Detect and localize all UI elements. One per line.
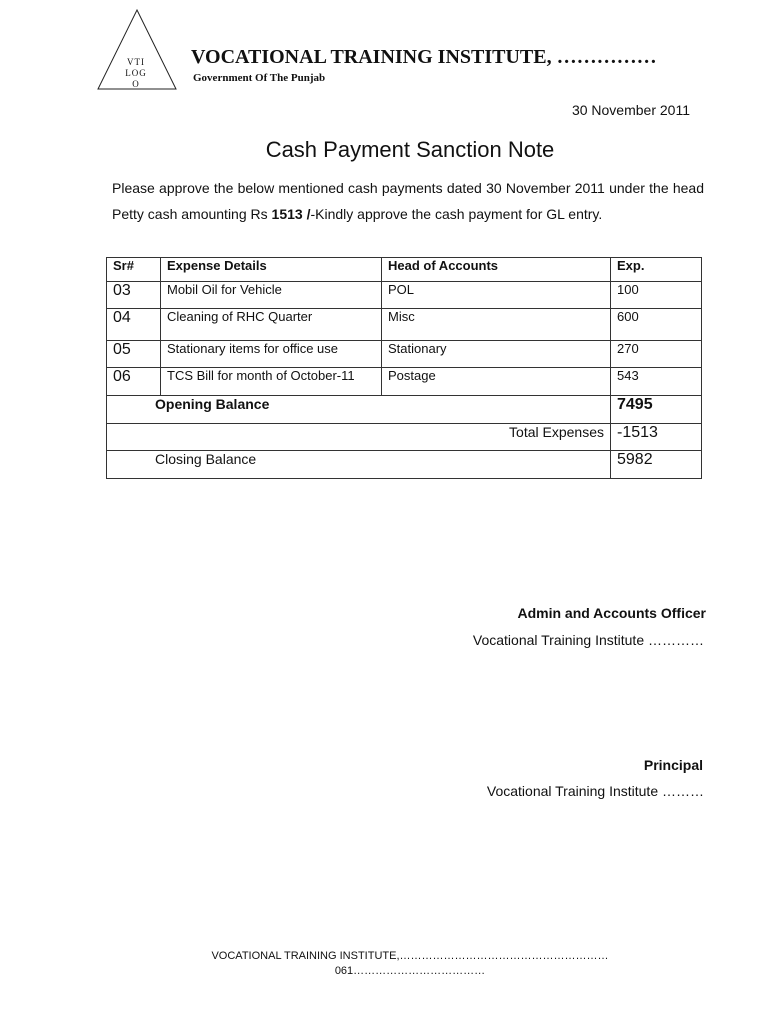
opening-balance-value: 7495 <box>611 396 702 424</box>
cell-head: POL <box>382 282 611 309</box>
cell-detail: TCS Bill for month of October-11 <box>161 368 382 396</box>
closing-balance-value: 5982 <box>611 451 702 479</box>
footer-line: VOCATIONAL TRAINING INSTITUTE,………………………………………………… <box>211 950 609 962</box>
logo-text-line: VTI <box>127 57 145 67</box>
opening-balance-row <box>107 396 702 424</box>
cell-exp: 543 <box>611 368 702 396</box>
table-row <box>107 282 702 309</box>
principal-org: Vocational Training Institute ……… <box>486 783 704 799</box>
cell-sr: 05 <box>107 341 161 368</box>
logo-text <box>118 57 154 90</box>
column-header-expense: Expense Details <box>161 258 382 282</box>
document-date: 30 November 2011 <box>571 102 690 118</box>
closing-balance-label: Closing Balance <box>107 451 611 479</box>
intro-paragraph <box>112 175 704 227</box>
cell-sr: 03 <box>107 282 161 309</box>
column-header-sr: Sr# <box>107 258 161 282</box>
closing-balance-row <box>107 451 702 479</box>
footer-line: 061……………………………… <box>334 965 486 977</box>
cell-detail: Mobil Oil for Vehicle <box>161 282 382 309</box>
total-expenses-value: -1513 <box>611 424 702 451</box>
table-row <box>107 309 702 341</box>
opening-balance-label: Opening Balance <box>107 396 611 424</box>
expense-table <box>106 257 702 479</box>
table-row <box>107 341 702 368</box>
column-header-head: Head of Accounts <box>382 258 611 282</box>
table-row <box>107 368 702 396</box>
cell-head: Misc <box>382 309 611 341</box>
intro-text: Please approve the below mentioned cash payments dated 30 November 2011 under the head Petty cash amounting Rs <box>112 180 704 222</box>
admin-officer-title: Admin and Accounts Officer <box>517 605 706 621</box>
cell-sr: 04 <box>107 309 161 341</box>
cell-head: Stationary <box>382 341 611 368</box>
cell-head: Postage <box>382 368 611 396</box>
cell-detail: Cleaning of RHC Quarter <box>161 309 382 341</box>
institute-subtitle: Government Of The Punjab <box>193 72 326 84</box>
cell-exp: 100 <box>611 282 702 309</box>
cell-exp: 600 <box>611 309 702 341</box>
logo-text-line: LOG <box>125 68 147 78</box>
institute-name: VOCATIONAL TRAINING INSTITUTE, …………… <box>191 46 657 68</box>
cell-sr: 06 <box>107 368 161 396</box>
table-header-row <box>107 258 702 282</box>
column-header-exp: Exp. <box>611 258 702 282</box>
intro-amount: 1513 / <box>271 206 311 222</box>
intro-text-end: -Kindly approve the cash payment for GL entry. <box>310 206 603 222</box>
cell-detail: Stationary items for office use <box>161 341 382 368</box>
cell-exp: 270 <box>611 341 702 368</box>
principal-title: Principal <box>643 757 703 773</box>
total-expenses-label: Total Expenses <box>107 424 611 451</box>
total-expenses-row <box>107 424 702 451</box>
logo-text-line: O <box>132 79 140 89</box>
page-title: Cash Payment Sanction Note <box>265 137 555 162</box>
admin-officer-org: Vocational Training Institute ………… <box>472 632 704 648</box>
